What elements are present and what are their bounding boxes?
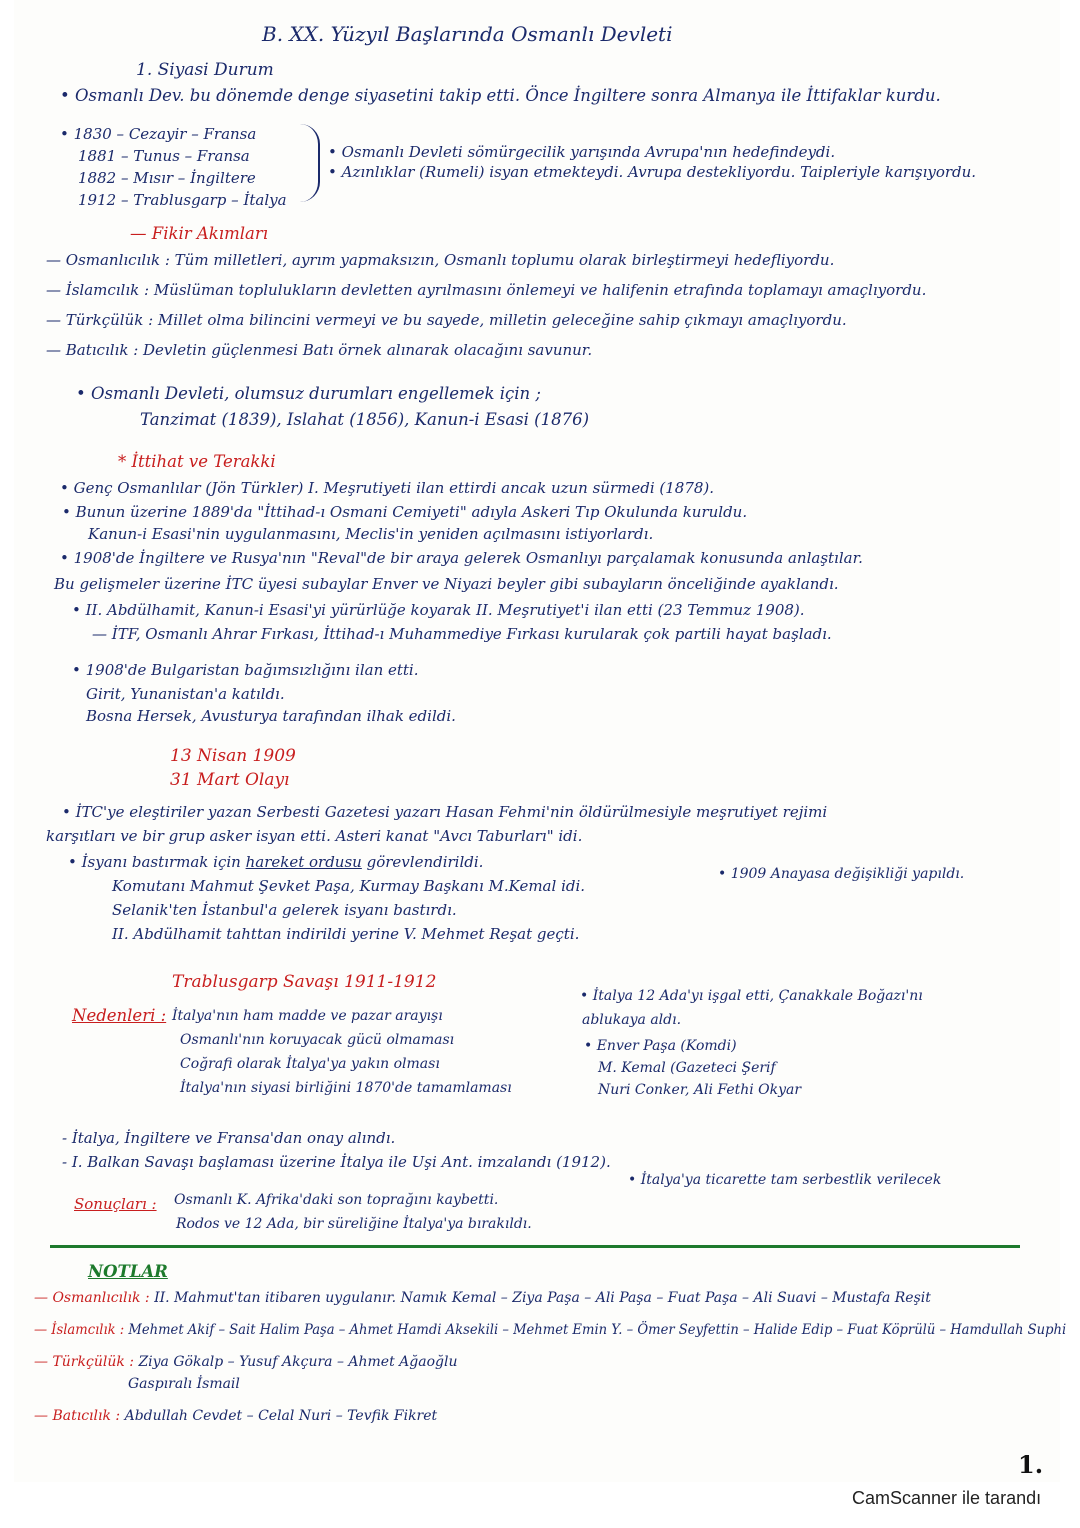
text-fragment: • İsyanı bastırmak için	[68, 853, 241, 871]
text-line: • Enver Paşa (Komdi)	[584, 1038, 737, 1054]
section-heading-ittihat: * İttihat ve Terakki	[118, 452, 276, 471]
text-line: - İtalya, İngiltere ve Fransa'dan onay alındı.	[62, 1129, 396, 1147]
text-line: • Bunun üzerine 1889'da "İttihad-ı Osmani Cemiyeti" adıyla Askeri Tıp Okulunda kuruldu.	[62, 503, 748, 521]
text-line: — Osmanlıcılık : Tüm milletleri, ayrım yapmaksızın, Osmanlı toplumu olarak birleştirmeyi hedefliyordu.	[46, 251, 835, 269]
cause-item: Osmanlı'nın koruyacak gücü olmaması	[180, 1032, 455, 1048]
text-line: 1912 – Trablusgarp – İtalya	[78, 191, 287, 209]
note-line: Gaspıralı İsmail	[128, 1376, 240, 1392]
text-line: • Osmanlı Devleti sömürgecilik yarışında Avrupa'nın hedefindeydi.	[328, 143, 836, 161]
scanner-watermark: CamScanner ile tarandı	[852, 1488, 1042, 1508]
results-label: Sonuçları :	[74, 1195, 157, 1213]
text-line: • İTC'ye eleştiriler yazan Serbesti Gazetesi yazarı Hasan Fehmi'nin öldürülmesiyle meşrutiyet rejimi	[62, 803, 828, 821]
note-line	[34, 1288, 931, 1308]
text-line: • 1908'de İngiltere ve Rusya'nın "Reval"de bir araya gelerek Osmanlıyı parçalamak konusunda anlaştılar.	[60, 549, 863, 567]
note-line	[34, 1320, 1066, 1340]
text-line: Girit, Yunanistan'a katıldı.	[86, 685, 285, 703]
note-label: — İslamcılık :	[34, 1322, 125, 1338]
note-text: – Mehmet Emin Y. – Ömer Seyfettin – Halide Edip – Fuat Köprülü – Hamdullah Suphi	[502, 1322, 1067, 1338]
result-item: Rodos ve 12 Ada, bir süreliğine İtalya'ya bırakıldı.	[176, 1216, 532, 1232]
text-line: M. Kemal (Gazeteci Şerif	[598, 1060, 776, 1076]
section-heading-siyasi: 1. Siyasi Durum	[136, 60, 274, 80]
note-label: — Batıcılık :	[34, 1408, 121, 1424]
note-line	[34, 1406, 437, 1426]
event-date: 13 Nisan 1909	[170, 746, 296, 766]
text-line: — Türkçülük : Millet olma bilincini vermeyi ve bu sayede, milletin geleceğine sahip çıkmayı amaçlıyordu.	[46, 311, 847, 329]
text-line: - I. Balkan Savaşı başlaması üzerine İtalya ile Uşi Ant. imzalandı (1912).	[62, 1153, 611, 1171]
notebook-page	[14, 0, 1060, 1482]
note-text: Abdullah Cevdet – Celal Nuri – Tevfik Fikret	[124, 1408, 438, 1424]
text-line: Komutanı Mahmut Şevket Paşa, Kurmay Başkanı M.Kemal idi.	[112, 877, 586, 895]
text-line: Bosna Hersek, Avusturya tarafından ilhak edildi.	[86, 707, 456, 725]
text-line: • II. Abdülhamit, Kanun-i Esasi'yi yürürlüğe koyarak II. Meşrutiyet'i ilan etti (23 Temmuz 1908).	[72, 601, 805, 619]
text-line: Nuri Conker, Ali Fethi Okyar	[598, 1082, 802, 1098]
note-text: II. Mahmut'tan itibaren uygulanır. Namık Kemal – Ziya Paşa – Ali Paşa – Fuat Paşa – Ali Suavi – Mustafa Reşit	[154, 1290, 931, 1306]
note-line	[34, 1352, 457, 1372]
cause-item: Coğrafi olarak İtalya'ya yakın olması	[180, 1056, 440, 1072]
text-line: • 1908'de Bulgaristan bağımsızlığını ilan etti.	[72, 661, 419, 679]
text-fragment: görevlendirildi.	[366, 853, 484, 871]
page-number: 1.	[1018, 1450, 1044, 1479]
text-line: Selanik'ten İstanbul'a gelerek isyanı bastırdı.	[112, 901, 457, 919]
brace-divider	[300, 124, 320, 202]
page-title: B. XX. Yüzyıl Başlarında Osmanlı Devleti	[262, 22, 673, 46]
section-heading-fikir: — Fikir Akımları	[130, 224, 268, 243]
text-line: • İtalya 12 Ada'yı işgal etti, Çanakkale Boğazı'nı	[580, 988, 923, 1004]
text-line: Bu gelişmeler üzerine İTC üyesi subaylar Enver ve Niyazi beyler gibi subayların önceliğinde ayaklandı.	[54, 575, 839, 593]
note-label: — Türkçülük :	[34, 1354, 134, 1370]
text-line: — Batıcılık : Devletin güçlenmesi Batı örnek alınarak olacağını savunur.	[46, 341, 593, 359]
divider-line	[50, 1245, 1020, 1248]
section-heading-31-mart: 31 Mart Olayı	[170, 770, 290, 790]
text-line: • Osmanlı Devleti, olumsuz durumları engellemek için ;	[76, 384, 541, 403]
text-line: Kanun-i Esasi'nin uygulanmasını, Meclis'in yeniden açılmasını istiyorlardı.	[88, 525, 654, 543]
text-line	[68, 852, 483, 872]
notes-heading: NOTLAR	[88, 1262, 168, 1281]
text-line: — İslamcılık : Müslüman toplulukların devletten ayrılmasını önlemeyi ve halifenin etrafında toplamayı amaçlıyordu.	[46, 281, 927, 299]
text-line: karşıtları ve bir grup asker isyan etti. Asteri kanat "Avcı Taburları" idi.	[46, 827, 583, 845]
note-text: Mehmet Akif – Sait Halim Paşa – Ahmet Hamdi Aksekili	[128, 1322, 499, 1338]
note-text: Ziya Gökalp – Yusuf Akçura – Ahmet Ağaoğlu	[138, 1354, 458, 1370]
note-label: — Osmanlıcılık :	[34, 1290, 150, 1306]
side-note: • 1909 Anayasa değişikliği yapıldı.	[718, 866, 965, 882]
text-line: 1882 – Mısır – İngiltere	[78, 169, 256, 187]
text-line: • 1830 – Cezayir – Fransa	[60, 125, 257, 143]
cause-item: İtalya'nın ham madde ve pazar arayışı	[172, 1008, 443, 1024]
text-line: — İTF, Osmanlı Ahrar Fırkası, İttihad-ı Muhammediye Fırkası kurularak çok partili hayat başladı.	[92, 625, 832, 643]
section-heading-trablusgarp: Trablusgarp Savaşı 1911-1912	[172, 972, 437, 992]
text-line: • Osmanlı Dev. bu dönemde denge siyasetini takip etti. Önce İngiltere sonra Almanya ile İttifaklar kurdu.	[60, 86, 941, 105]
result-item: • İtalya'ya ticarette tam serbestlik verilecek	[628, 1172, 942, 1188]
result-item: Osmanlı K. Afrika'daki son toprağını kaybetti.	[174, 1192, 499, 1208]
text-line: ablukaya aldı.	[582, 1012, 682, 1028]
causes-label: Nedenleri :	[72, 1006, 167, 1025]
text-line: 1881 – Tunus – Fransa	[78, 147, 250, 165]
cause-item: İtalya'nın siyasi birliğini 1870'de tamamlaması	[180, 1080, 512, 1096]
underlined-term: hareket ordusu	[245, 853, 362, 871]
text-line: Tanzimat (1839), Islahat (1856), Kanun-i Esasi (1876)	[140, 410, 590, 429]
text-line: • Azınlıklar (Rumeli) isyan etmekteydi. Avrupa destekliyordu. Taipleriyle karışıyordu.	[328, 163, 977, 181]
text-line: • Genç Osmanlılar (Jön Türkler) I. Meşrutiyeti ilan ettirdi ancak uzun sürmedi (1878).	[60, 479, 715, 497]
text-line: II. Abdülhamit tahttan indirildi yerine V. Mehmet Reşat geçti.	[112, 925, 580, 943]
